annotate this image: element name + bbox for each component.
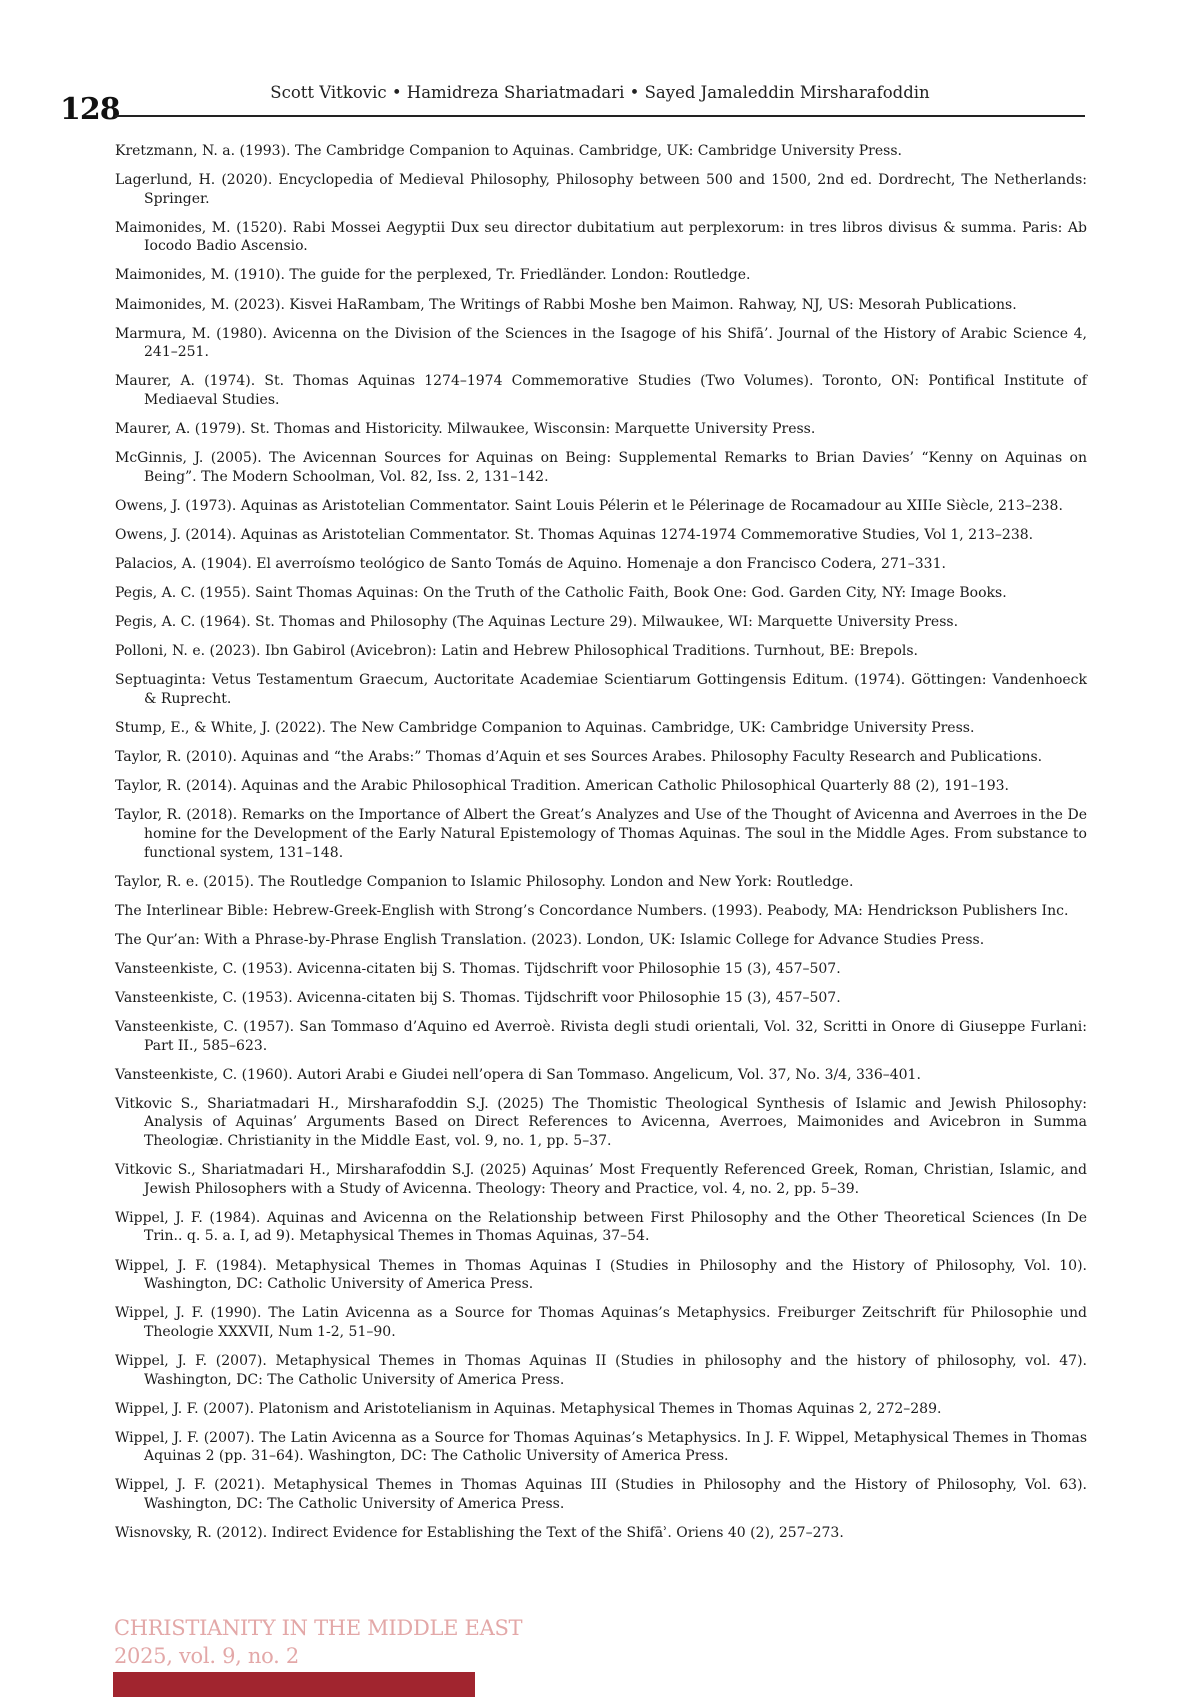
reference-entry: Kretzmann, N. a. (1993). The Cambridge Companion to Aquinas. Cambridge, UK: Cambridge University Press. (115, 142, 1087, 161)
reference-entry: Taylor, R. e. (2015). The Routledge Companion to Islamic Philosophy. London and New York: Routledge. (115, 873, 1087, 892)
reference-entry: Wippel, J. F. (2021). Metaphysical Themes in Thomas Aquinas III (Studies in Philosophy and the History of Philosophy, Vol. 63). Washington, DC: The Catholic University of America Press. (115, 1476, 1087, 1513)
journal-issue: 2025, vol. 9, no. 2 (114, 1642, 522, 1670)
journal-title: CHRISTIANITY IN THE MIDDLE EAST (114, 1614, 522, 1642)
reference-entry: Vansteenkiste, C. (1953). Avicenna-citaten bij S. Thomas. Tijdschrift voor Philosophie 15 (3), 457–507. (115, 960, 1087, 979)
reference-entry: Maurer, A. (1979). St. Thomas and Historicity. Milwaukee, Wisconsin: Marquette University Press. (115, 420, 1087, 439)
reference-entry: Taylor, R. (2010). Aquinas and “the Arabs:” Thomas d’Aquin et ses Sources Arabes. Philosophy Faculty Research and Publications. (115, 748, 1087, 767)
reference-entry: Vansteenkiste, C. (1957). San Tommaso d’Aquino ed Averroè. Rivista degli studi orientali, Vol. 32, Scritti in Onore di Giuseppe Furlani: Part II., 585–623. (115, 1018, 1087, 1055)
reference-entry: Wippel, J. F. (1984). Metaphysical Themes in Thomas Aquinas I (Studies in Philosophy and the History of Philosophy, Vol. 10). Washington, DC: Catholic University of America Press. (115, 1257, 1087, 1294)
reference-entry: Pegis, A. C. (1964). St. Thomas and Philosophy (The Aquinas Lecture 29). Milwaukee, WI: Marquette University Press. (115, 613, 1087, 632)
reference-entry: Taylor, R. (2014). Aquinas and the Arabic Philosophical Tradition. American Catholic Philosophical Quarterly 88 (2), 191–193. (115, 777, 1087, 796)
reference-entry: Septuaginta: Vetus Testamentum Graecum, Auctoritate Academiae Scientiarum Gottingensis Editum. (1974). Göttingen: Vandenhoeck & Ruprecht. (115, 671, 1087, 708)
reference-entry: Wisnovsky, R. (2012). Indirect Evidence for Establishing the Text of the Shifāʾ. Oriens 40 (2), 257–273. (115, 1524, 1087, 1543)
reference-entry: Lagerlund, H. (2020). Encyclopedia of Medieval Philosophy, Philosophy between 500 and 1500, 2nd ed. Dordrecht, The Netherlands: Springer. (115, 171, 1087, 208)
footer-accent-bar (113, 1672, 475, 1697)
reference-entry: Vansteenkiste, C. (1960). Autori Arabi e Giudei nell’opera di San Tommaso. Angelicum, Vol. 37, No. 3/4, 336–401. (115, 1066, 1087, 1085)
reference-entry: Palacios, A. (1904). El averroísmo teológico de Santo Tomás de Aquino. Homenaje a don Francisco Codera, 271–331. (115, 555, 1087, 574)
reference-list (115, 142, 1087, 1553)
reference-entry: Owens, J. (1973). Aquinas as Aristotelian Commentator. Saint Louis Pélerin et le Pélerinage de Rocamadour au XIIIe Siècle, 213–238. (115, 497, 1087, 516)
reference-entry: Maurer, A. (1974). St. Thomas Aquinas 1274–1974 Commemorative Studies (Two Volumes). Toronto, ON: Pontifical Institute of Mediaeval Studies. (115, 372, 1087, 409)
reference-entry: Maimonides, M. (1910). The guide for the perplexed, Tr. Friedländer. London: Routledge. (115, 266, 1087, 285)
reference-entry: Wippel, J. F. (2007). The Latin Avicenna as a Source for Thomas Aquinas’s Metaphysics. In J. F. Wippel, Metaphysical Themes in Thomas Aquinas 2 (pp. 31–64). Washington, DC: The Catholic University of America Press. (115, 1429, 1087, 1466)
reference-entry: Wippel, J. F. (2007). Metaphysical Themes in Thomas Aquinas II (Studies in philosophy and the history of philosophy, vol. 47). Washington, DC: The Catholic University of America Press. (115, 1352, 1087, 1389)
reference-entry: Maimonides, M. (2023). Kisvei HaRambam, The Writings of Rabbi Moshe ben Maimon. Rahway, NJ, US: Mesorah Publications. (115, 296, 1087, 315)
reference-entry: Vitkovic S., Shariatmadari H., Mirsharafoddin S.J. (2025) Aquinas’ Most Frequently Referenced Greek, Roman, Christian, Islamic, and Jewish Philosophers with a Study of Avicenna. Theology: Theory and Practice, vol. 4, no. 2, pp. 5–39. (115, 1161, 1087, 1198)
reference-entry: Marmura, M. (1980). Avicenna on the Division of the Sciences in the Isagoge of his Shifā’. Journal of the History of Arabic Science 4, 241–251. (115, 325, 1087, 362)
footer-journal (114, 1614, 522, 1670)
reference-entry: Wippel, J. F. (1984). Aquinas and Avicenna on the Relationship between First Philosophy and the Other Theoretical Sciences (In De Trin.. q. 5. a. I, ad 9). Metaphysical Themes in Thomas Aquinas, 37–54. (115, 1209, 1087, 1246)
reference-entry: Maimonides, M. (1520). Rabi Mossei Aegyptii Dux seu director dubitatium aut perplexorum: in tres libros divisus & summa. Paris: Ab Iocodo Badio Ascensio. (115, 219, 1087, 256)
reference-entry: Vitkovic S., Shariatmadari H., Mirsharafoddin S.J. (2025) The Thomistic Theological Synthesis of Islamic and Jewish Philosophy: Analysis of Aquinas’ Arguments Based on Direct References to Avicenna, Averroes, Maimonides and Avicebron in Summa Theologiæ. Christianity in the Middle East, vol. 9, no. 1, pp. 5–37. (115, 1095, 1087, 1151)
reference-entry: The Qur’an: With a Phrase-by-Phrase English Translation. (2023). London, UK: Islamic College for Advance Studies Press. (115, 931, 1087, 950)
reference-entry: The Interlinear Bible: Hebrew-Greek-English with Strong’s Concordance Numbers. (1993). Peabody, MA: Hendrickson Publishers Inc. (115, 902, 1087, 921)
running-header-authors: Scott Vitkovic • Hamidreza Shariatmadari • Sayed Jamaleddin Mirsharafoddin (115, 83, 1085, 102)
reference-entry: Taylor, R. (2018). Remarks on the Importance of Albert the Great’s Analyzes and Use of the Thought of Avicenna and Averroes in the De homine for the Development of the Early Natural Epistemology of Thomas Aquinas. The soul in the Middle Ages. From substance to functional system, 131–148. (115, 806, 1087, 862)
reference-entry: Pegis, A. C. (1955). Saint Thomas Aquinas: On the Truth of the Catholic Faith, Book One: God. Garden City, NY: Image Books. (115, 584, 1087, 603)
reference-entry: McGinnis, J. (2005). The Avicennan Sources for Aquinas on Being: Supplemental Remarks to Brian Davies’ “Kenny on Aquinas on Being”. The Modern Schoolman, Vol. 82, Iss. 2, 131–142. (115, 449, 1087, 486)
reference-entry: Stump, E., & White, J. (2022). The New Cambridge Companion to Aquinas. Cambridge, UK: Cambridge University Press. (115, 719, 1087, 738)
reference-entry: Polloni, N. e. (2023). Ibn Gabirol (Avicebron): Latin and Hebrew Philosophical Traditions. Turnhout, BE: Brepols. (115, 642, 1087, 661)
reference-entry: Wippel, J. F. (2007). Platonism and Aristotelianism in Aquinas. Metaphysical Themes in Thomas Aquinas 2, 272–289. (115, 1400, 1087, 1419)
header-rule (115, 115, 1085, 117)
reference-entry: Owens, J. (2014). Aquinas as Aristotelian Commentator. St. Thomas Aquinas 1274-1974 Commemorative Studies, Vol 1, 213–238. (115, 526, 1087, 545)
reference-entry: Wippel, J. F. (1990). The Latin Avicenna as a Source for Thomas Aquinas’s Metaphysics. Freiburger Zeitschrift für Philosophie und Theologie XXXVII, Num 1-2, 51–90. (115, 1304, 1087, 1341)
page-number: 128 (60, 92, 120, 127)
reference-entry: Vansteenkiste, C. (1953). Avicenna-citaten bij S. Thomas. Tijdschrift voor Philosophie 15 (3), 457–507. (115, 989, 1087, 1008)
